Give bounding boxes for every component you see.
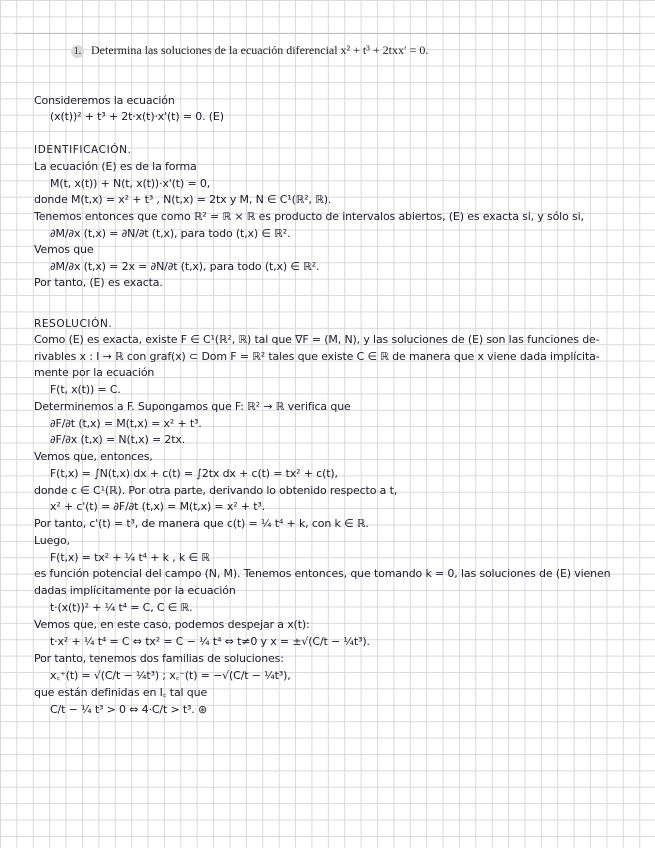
text-line: Por tanto, (E) es exacta. — [34, 276, 163, 289]
text-line: Vemos que, entonces, — [34, 450, 153, 463]
equation-line: t·(x(t))² + ¼ t⁴ = C, C ∈ ℝ. — [50, 601, 193, 614]
text-line: Por tanto, c'(t) = t³, de manera que c(t) = ¼ t⁴ + k, con k ∈ ℝ. — [34, 517, 369, 530]
equation-line: x꜀⁺(t) = √(C/t − ¼t³) ; x꜀⁻(t) = −√(C/t − ¼t³), — [50, 669, 291, 682]
text-line: La ecuación (E) es de la forma — [34, 160, 197, 173]
text-line: Por tanto, tenemos dos familias de soluciones: — [34, 652, 284, 665]
text-line: Luego, — [34, 534, 70, 547]
equation-line: ∂F/∂t (t,x) = M(t,x) = x² + t³. — [50, 417, 202, 430]
equation-line: ∂F/∂x (t,x) = N(t,x) = 2tx. — [50, 433, 186, 446]
problem-statement — [71, 43, 428, 58]
equation-line: (x(t))² + t³ + 2t·x(t)·x'(t) = 0. (E) — [50, 110, 224, 123]
text-line: Vemos que — [34, 243, 94, 256]
text-line: Determinemos a F. Supongamos que F: ℝ² → ℝ verifica que — [34, 400, 351, 413]
text-line: rivables x : I → ℝ con graf(x) ⊂ Dom F = ℝ² tales que existe C ∈ ℝ de manera que x viene dada implícita- — [34, 350, 600, 363]
equation-line: M(t, x(t)) + N(t, x(t))·x'(t) = 0, — [50, 177, 211, 190]
equation-line: x² + c'(t) = ∂F/∂t (t,x) = M(t,x) = x² + t³. — [50, 500, 265, 513]
equation-line: F(t,x) = ∫N(t,x) dx + c(t) = ∫2tx dx + c(t) = tx² + c(t), — [50, 467, 338, 480]
text-line: Como (E) es exacta, existe F ∈ C¹(ℝ², ℝ) tal que ∇F = (M, N), y las soluciones de (E) son las funciones de- — [34, 333, 600, 346]
equation-line: F(t, x(t)) = C. — [50, 383, 121, 396]
text-line: mente por la ecuación — [34, 366, 155, 379]
section-heading-resolucion: RESOLUCIÓN. — [34, 318, 113, 330]
text-line: Tenemos entonces que como ℝ² = ℝ × ℝ es producto de intervalos abiertos, (E) es exacta si, y sólo si, — [34, 210, 584, 223]
equation-line: C/t − ¼ t³ > 0 ⇔ 4·C/t > t³. ⊛ — [50, 703, 208, 716]
text-line: es función potencial del campo (N, M). Tenemos entonces, que tomando k = 0, las soluciones de (E) vienen — [34, 567, 611, 580]
text-line: dadas implícitamente por la ecuación — [34, 584, 236, 597]
text-line: Vemos que, en este caso, podemos despejar a x(t): — [34, 618, 310, 631]
section-heading-identificacion: IDENTIFICACIÓN. — [34, 144, 132, 156]
top-rule — [14, 33, 641, 34]
text-line: que están definidas en I꜀ tal que — [34, 686, 208, 699]
equation-line: ∂M/∂x (t,x) = 2x = ∂N/∂t (t,x), para todo (t,x) ∈ ℝ². — [50, 260, 320, 273]
text-line: Consideremos la ecuación — [34, 94, 175, 107]
problem-number: 1. — [71, 45, 84, 58]
text-line: donde c ∈ C¹(ℝ). Por otra parte, derivando lo obtenido respecto a t, — [34, 484, 398, 497]
equation-line: F(t,x) = tx² + ¼ t⁴ + k , k ∈ ℝ — [50, 551, 210, 564]
equation-line: t·x² + ¼ t⁴ = C ⇔ tx² = C − ¼ t⁴ ⇔ t≠0 y x = ±√(C/t − ¼t³). — [50, 635, 370, 648]
equation-line: ∂M/∂x (t,x) = ∂N/∂t (t,x), para todo (t,x) ∈ ℝ². — [50, 227, 291, 240]
problem-text: Determina las soluciones de la ecuación diferencial x² + t³ + 2txx′ = 0. — [91, 43, 429, 57]
text-line: donde M(t,x) = x² + t³ , N(t,x) = 2tx y M, N ∈ C¹(ℝ², ℝ). — [34, 193, 332, 206]
